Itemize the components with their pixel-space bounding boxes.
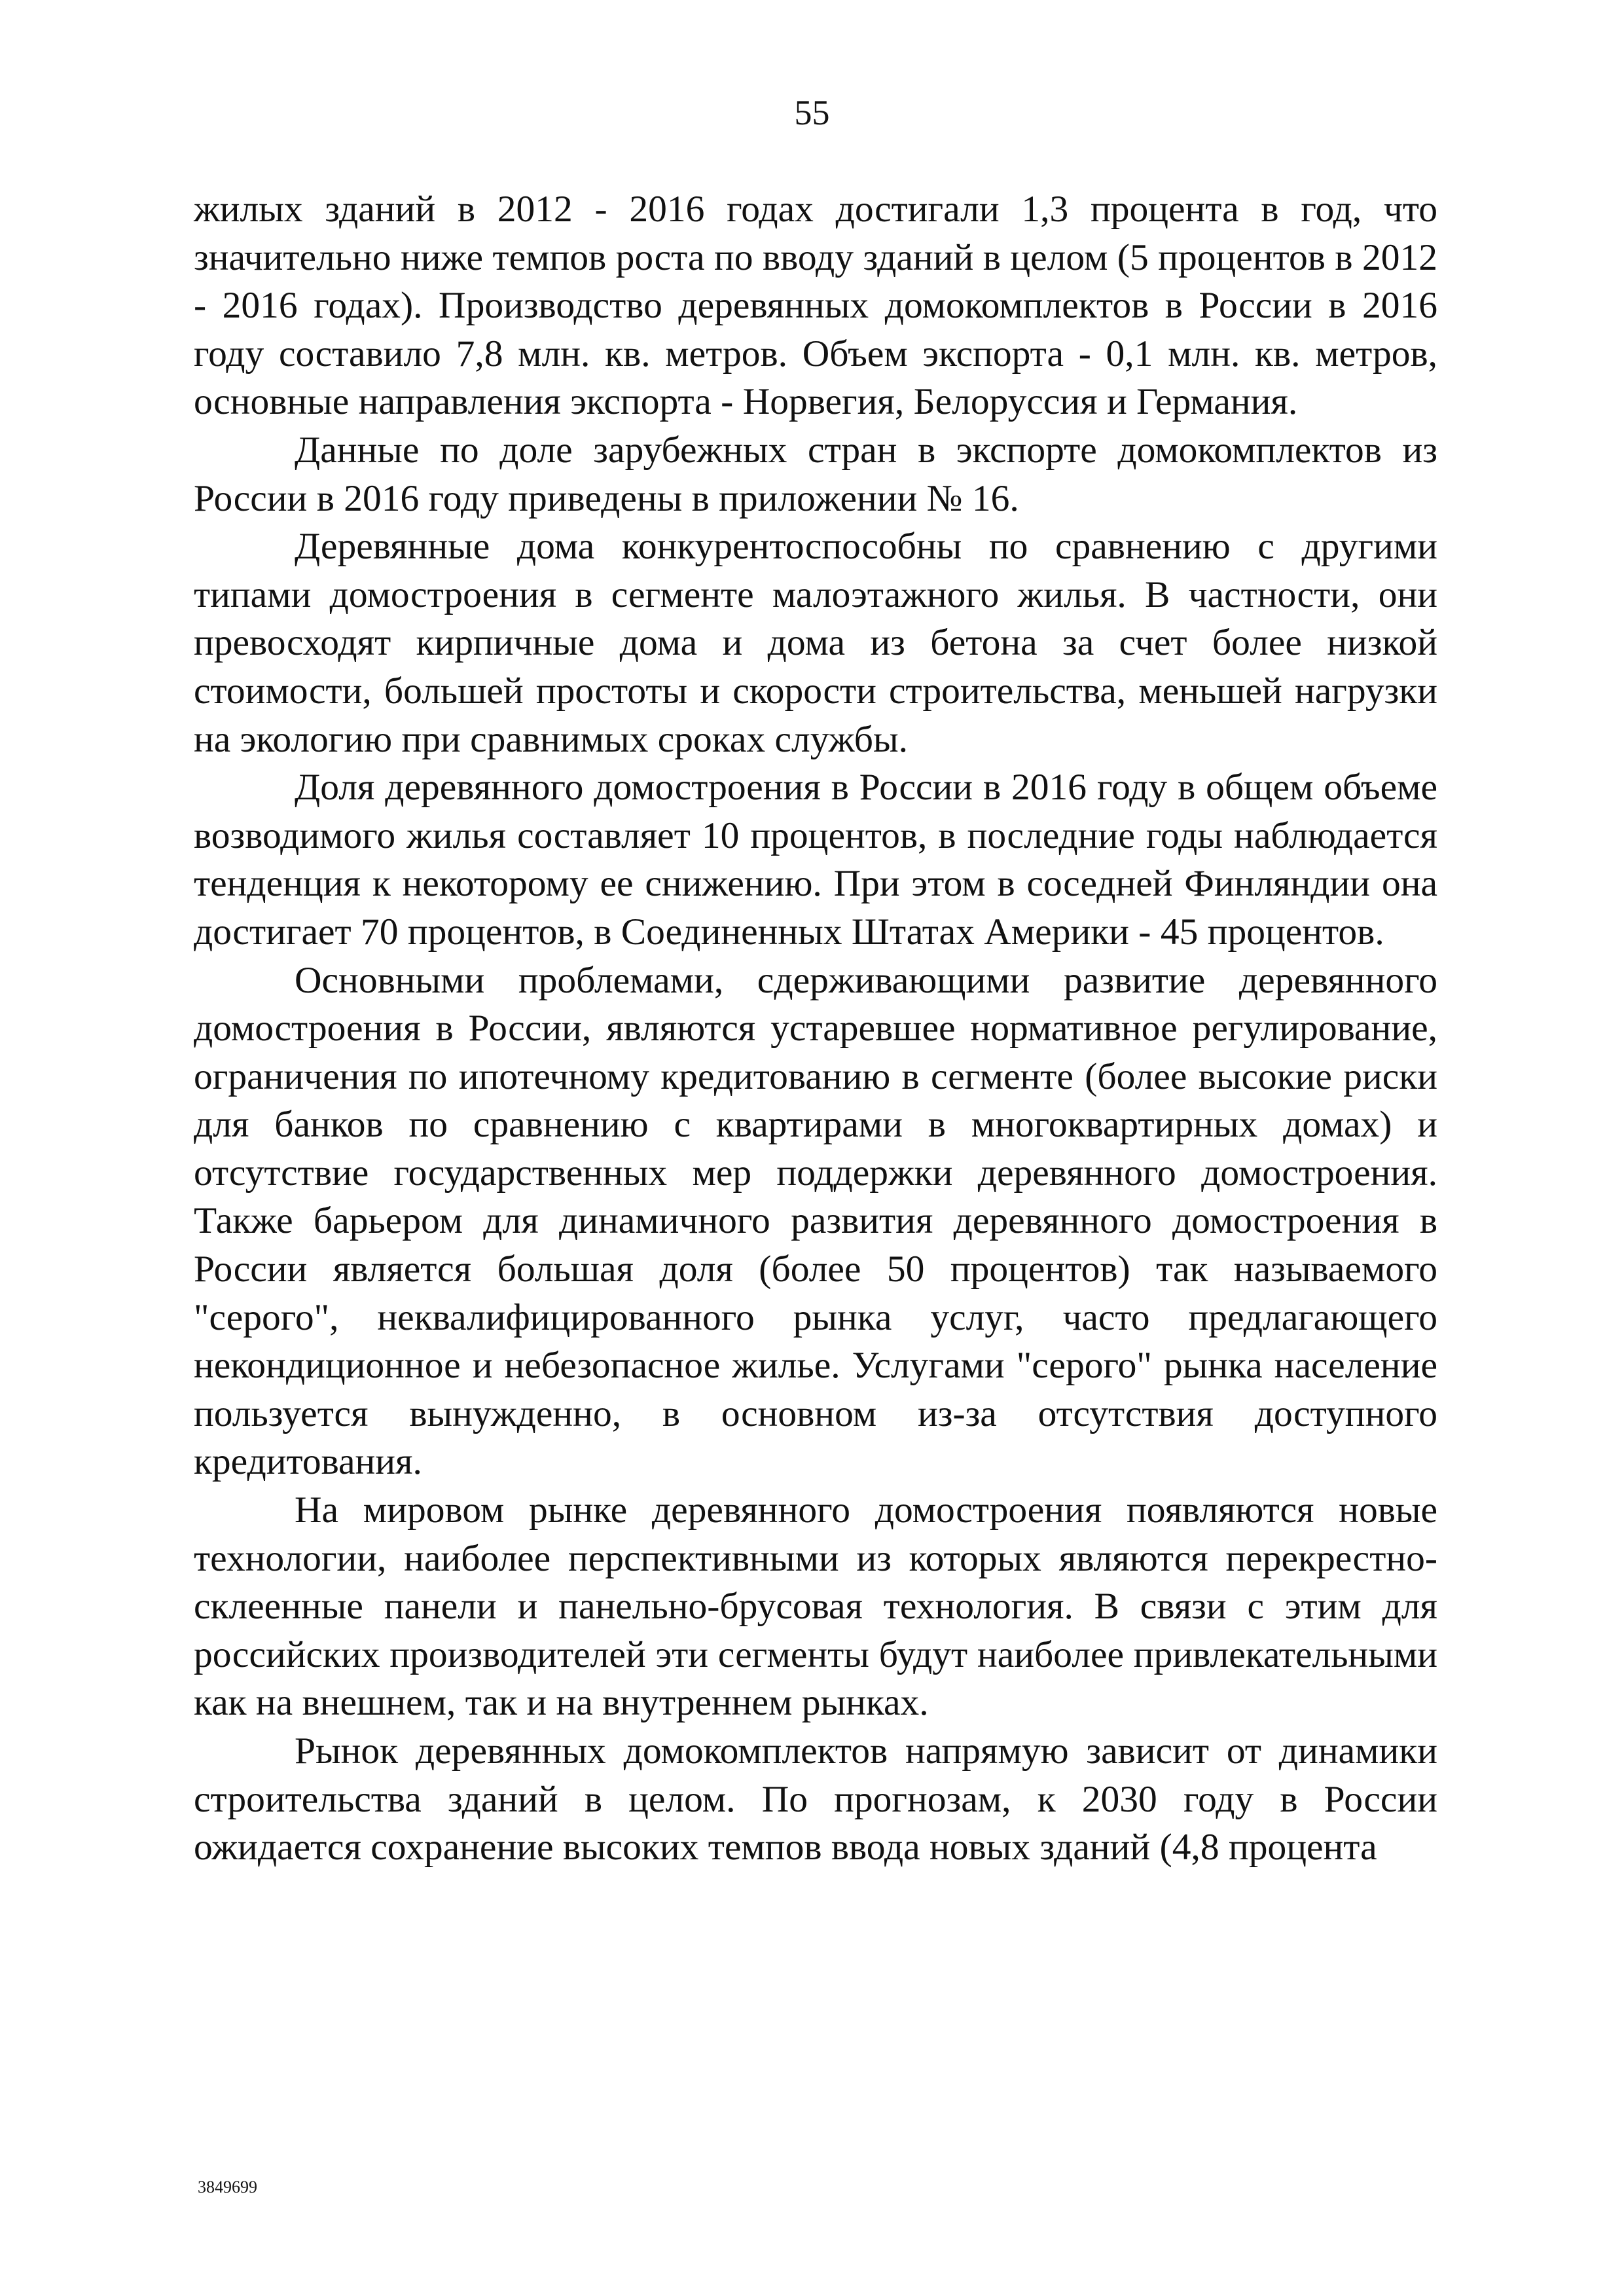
paragraph-market-share: Доля деревянного домостроения в России в 2016 году в общем объеме возводимого жилья составляет 10 процентов, в последние годы наблюдается тенденция к некоторому ее снижению. При этом в соседней Финляндии она достигает 70 процентов, в Соединенных Штатах Америки - 45 процентов. (194, 767, 1437, 953)
paragraph-technologies: На мировом рынке деревянного домостроения появляются новые технологии, наиболее перспективными из которых являются перекрестно-склеенные панели и панельно-брусовая технология. В связи с этим для российских производителей эти сегменты будут наиболее привлекательными как на внешнем, так и на внутреннем рынках. (194, 1489, 1437, 1724)
paragraph-appendix-reference: Данные по доле зарубежных стран в экспорте домокомплектов из России в 2016 году приведены в приложении № 16. (194, 429, 1437, 519)
document-code: 3849699 (198, 2178, 257, 2196)
paragraph-continued: жилых зданий в 2012 - 2016 годах достигали 1,3 процента в год, что значительно ниже темпов роста по вводу зданий в целом (5 процентов в 2012 - 2016 годах). Производство деревянных домокомплектов в России в 2016 году составило 7,8 млн. кв. метров. Объем экспорта - 0,1 млн. кв. метров, основные направления экспорта - Норвегия, Белоруссия и Германия. (194, 189, 1437, 423)
page-number: 55 (794, 93, 830, 132)
paragraph-forecast: Рынок деревянных домокомплектов напрямую зависит от динамики строительства зданий в целом. По прогнозам, к 2030 году в России ожидается сохранение высоких темпов ввода новых зданий (4,8 процента (194, 1730, 1437, 1868)
paragraph-competitiveness: Деревянные дома конкурентоспособны по сравнению с другими типами домостроения в сегменте малоэтажного жилья. В частности, они превосходят кирпичные дома и дома из бетона за счет более низкой стоимости, большей простоты и скорости строительства, меньшей нагрузки на экологию при сравнимых сроках службы. (194, 526, 1437, 760)
document-body (194, 185, 1437, 1872)
paragraph-problems: Основными проблемами, сдерживающими развитие деревянного домостроения в России, являются устаревшее нормативное регулирование, ограничения по ипотечному кредитованию в сегменте (более высокие риски для банков по сравнению с квартирами в многоквартирных домах) и отсутствие государственных мер поддержки деревянного домостроения. Также барьером для динамичного развития деревянного домостроения в России является большая доля (более 50 процентов) так называемого "серого", неквалифицированного рынка услуг, часто предлагающего некондиционное и небезопасное жилье. Услугами "серого" рынка население пользуется вынужденно, в основном из-за отсутствия доступного кредитования. (194, 959, 1437, 1483)
